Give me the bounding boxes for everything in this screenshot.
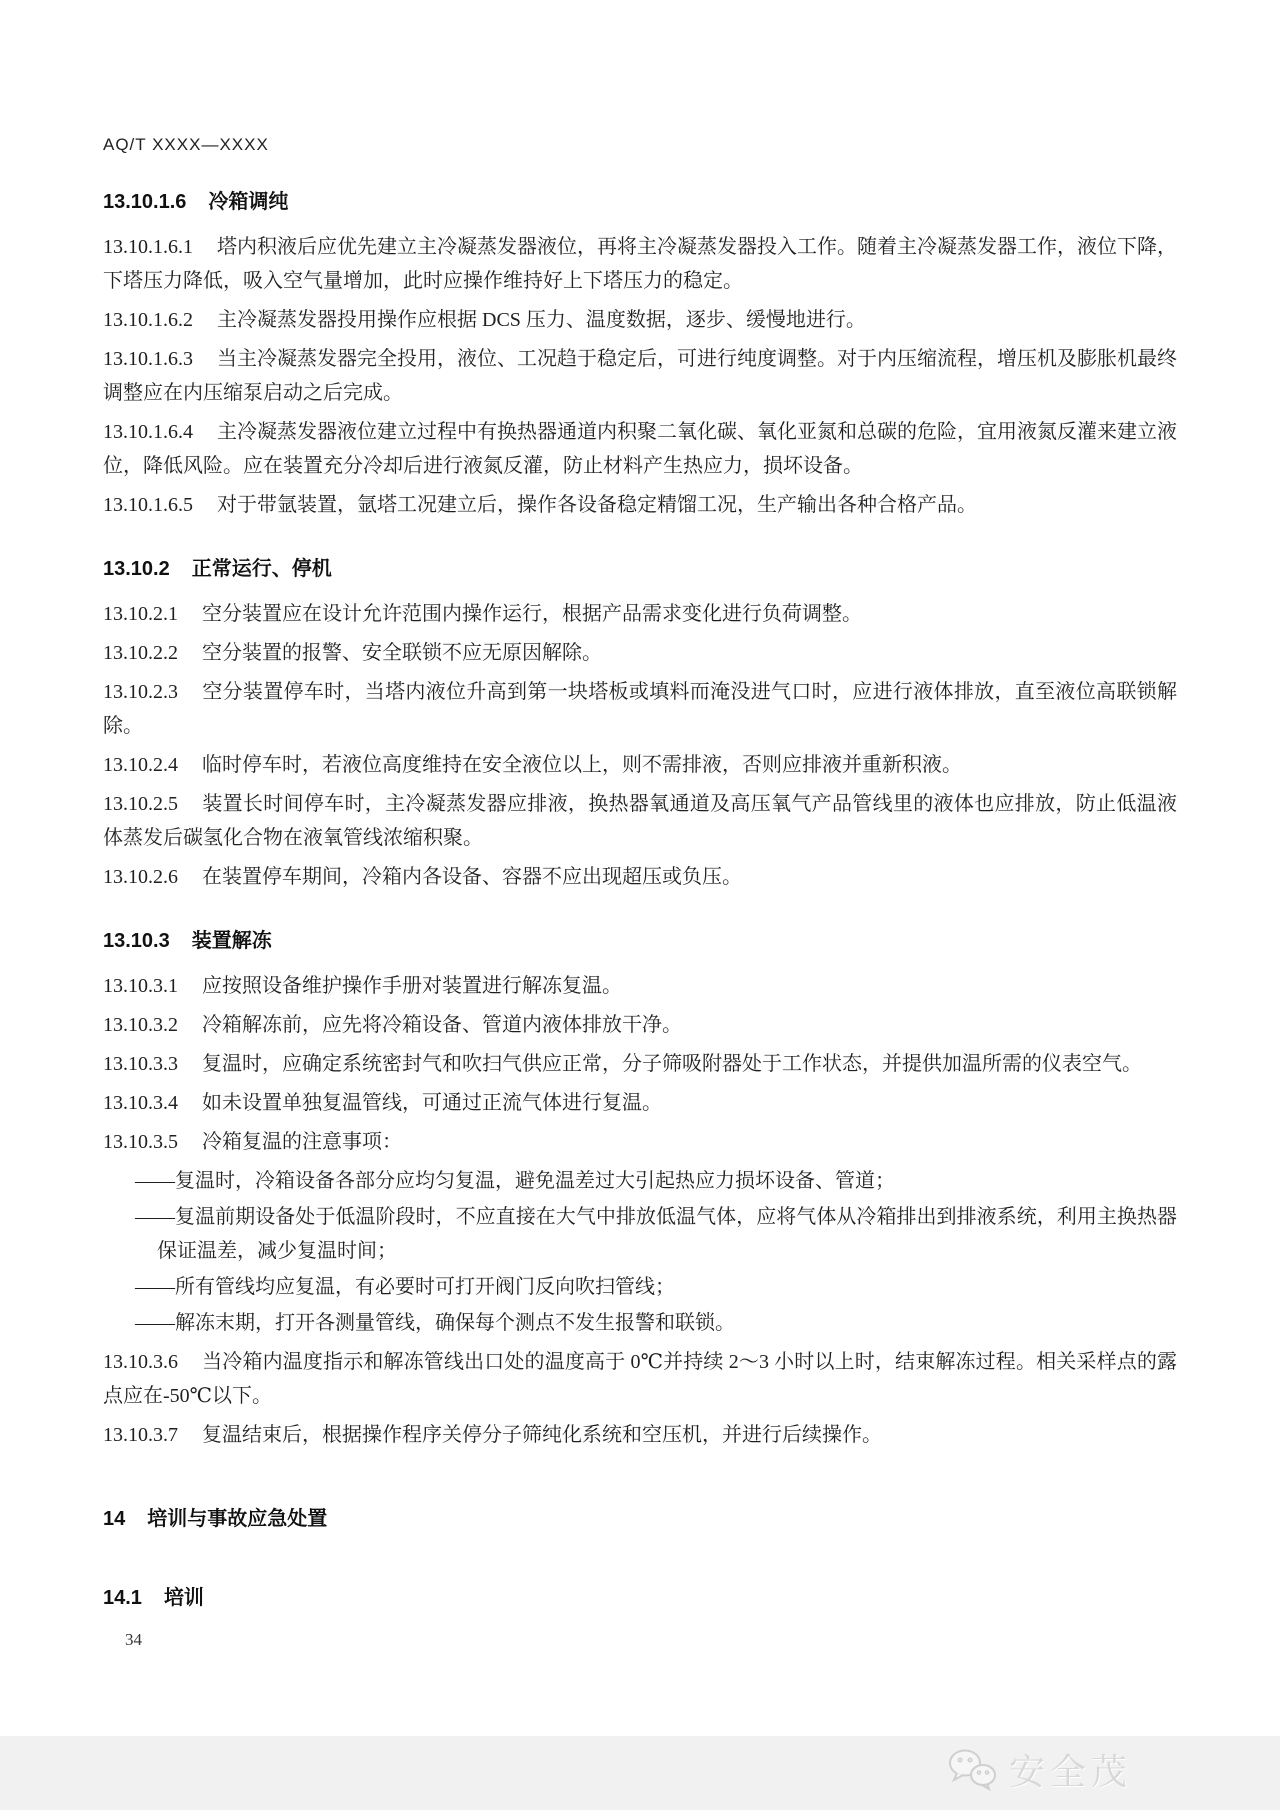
clause-paragraph xyxy=(103,1125,1177,1159)
section-number: 14 xyxy=(103,1508,126,1530)
list-item: ——解冻末期，打开各测量管线，确保每个测点不发生报警和联锁。 xyxy=(135,1312,735,1334)
clause-number: 13.10.2.4 xyxy=(103,754,178,776)
clause-text: 复温结束后，根据操作程序关停分子筛纯化系统和空压机，并进行后续操作。 xyxy=(202,1424,882,1446)
clause-text: 空分装置应在设计允许范围内操作运行，根据产品需求变化进行负荷调整。 xyxy=(202,603,862,625)
clause-text: 主冷凝蒸发器投用操作应根据 DCS 压力、温度数据，逐步、缓慢地进行。 xyxy=(217,309,866,331)
chat-bubbles-icon xyxy=(947,1748,999,1792)
section-heading xyxy=(103,1502,1177,1531)
clause-paragraph xyxy=(103,1047,1177,1081)
section-title: 冷箱调纯 xyxy=(208,191,289,213)
document-code: AQ/T XXXX—XXXX xyxy=(103,135,269,154)
clause-number: 13.10.3.7 xyxy=(103,1424,178,1446)
clause-number: 13.10.2.5 xyxy=(103,793,178,815)
document-body xyxy=(103,185,1177,1610)
section-number: 14.1 xyxy=(103,1587,142,1609)
clause-text: 冷箱复温的注意事项： xyxy=(202,1131,402,1153)
clause-text: 塔内积液后应优先建立主冷凝蒸发器液位，再将主冷凝蒸发器投入工作。随着主冷凝蒸发器工作，液位下降，下塔压力降低，吸入空气量增加，此时应操作维持好上下塔压力的稳定。 xyxy=(103,236,1177,292)
clause-number: 13.10.1.6.3 xyxy=(103,348,193,370)
clause-text: 当冷箱内温度指示和解冻管线出口处的温度高于 0℃并持续 2～3 小时以上时，结束解冻过程。相关采样点的露点应在-50℃以下。 xyxy=(103,1351,1177,1407)
clause-number: 13.10.1.6.2 xyxy=(103,309,193,331)
list-item: ——所有管线均应复温，有必要时可打开阀门反向吹扫管线； xyxy=(135,1276,675,1298)
clause-number: 13.10.3.2 xyxy=(103,1014,178,1036)
clause-number: 13.10.2.3 xyxy=(103,681,178,703)
clause-text: 对于带氩装置，氩塔工况建立后，操作各设备稳定精馏工况，生产输出各种合格产品。 xyxy=(217,494,977,516)
clause-text: 冷箱解冻前，应先将冷箱设备、管道内液体排放干净。 xyxy=(202,1014,682,1036)
clause-paragraph xyxy=(103,415,1177,483)
page-number: 34 xyxy=(125,1630,142,1649)
section-heading xyxy=(103,1581,1177,1610)
clause-number: 13.10.3.3 xyxy=(103,1053,178,1075)
clause-number: 13.10.2.6 xyxy=(103,866,178,888)
section-title: 培训与事故应急处置 xyxy=(147,1508,328,1530)
clause-text: 复温时，应确定系统密封气和吹扫气供应正常，分子筛吸附器处于工作状态，并提供加温所需的仪表空气。 xyxy=(202,1053,1142,1075)
clause-paragraph xyxy=(103,1418,1177,1452)
clause-paragraph xyxy=(103,675,1177,743)
clause-text: 装置长时间停车时，主冷凝蒸发器应排液，换热器氧通道及高压氧气产品管线里的液体也应排放，防止低温液体蒸发后碳氢化合物在液氧管线浓缩积聚。 xyxy=(103,793,1177,849)
clause-paragraph xyxy=(103,488,1177,522)
section-heading xyxy=(103,924,1177,953)
clause-paragraph xyxy=(103,969,1177,1003)
clause-number: 13.10.1.6.4 xyxy=(103,421,193,443)
clause-number: 13.10.2.1 xyxy=(103,603,178,625)
clause-paragraph xyxy=(103,342,1177,410)
clause-text: 空分装置的报警、安全联锁不应无原因解除。 xyxy=(202,642,602,664)
section-number: 13.10.2 xyxy=(103,558,170,580)
clause-text: 当主冷凝蒸发器完全投用，液位、工况趋于稳定后，可进行纯度调整。对于内压缩流程，增压机及膨胀机最终调整应在内压缩泵启动之后完成。 xyxy=(103,348,1177,404)
watermark-text: 安全茂 xyxy=(1008,1751,1132,1792)
clause-paragraph xyxy=(103,787,1177,855)
clause-text: 如未设置单独复温管线，可通过正流气体进行复温。 xyxy=(202,1092,662,1114)
clause-paragraph xyxy=(103,1345,1177,1413)
watermark xyxy=(947,1744,1132,1795)
clause-number: 13.10.1.6.5 xyxy=(103,494,193,516)
clause-paragraph xyxy=(103,748,1177,782)
clause-paragraph xyxy=(103,636,1177,670)
section-number: 13.10.3 xyxy=(103,930,170,952)
list-item: ——复温前期设备处于低温阶段时，不应直接在大气中排放低温气体，应将气体从冷箱排出到排液系统，利用主换热器保证温差，减少复温时间； xyxy=(135,1206,1177,1262)
section-number: 13.10.1.6 xyxy=(103,191,187,213)
list-item: ——复温时，冷箱设备各部分应均匀复温，避免温差过大引起热应力损坏设备、管道； xyxy=(135,1170,895,1192)
section-heading xyxy=(103,552,1177,581)
clause-paragraph xyxy=(103,597,1177,631)
clause-paragraph xyxy=(103,230,1177,298)
clause-paragraph xyxy=(103,860,1177,894)
section-title: 正常运行、停机 xyxy=(191,558,332,580)
section-title: 培训 xyxy=(163,1587,204,1609)
clause-text: 主冷凝蒸发器液位建立过程中有换热器通道内积聚二氧化碳、氧化亚氮和总碳的危险，宜用液氮反灌来建立液位，降低风险。应在装置充分冷却后进行液氮反灌，防止材料产生热应力，损坏设备。 xyxy=(103,421,1177,477)
clause-paragraph xyxy=(103,303,1177,337)
clause-text: 应按照设备维护操作手册对装置进行解冻复温。 xyxy=(202,975,622,997)
clause-number: 13.10.3.5 xyxy=(103,1131,178,1153)
footer-band xyxy=(0,1736,1280,1810)
clause-paragraph xyxy=(103,1086,1177,1120)
section-title: 装置解冻 xyxy=(191,930,272,952)
clause-number: 13.10.1.6.1 xyxy=(103,236,193,258)
clause-number: 13.10.2.2 xyxy=(103,642,178,664)
clause-number: 13.10.3.6 xyxy=(103,1351,178,1373)
clause-paragraph xyxy=(103,1008,1177,1042)
clause-number: 13.10.3.1 xyxy=(103,975,178,997)
clause-text: 在装置停车期间，冷箱内各设备、容器不应出现超压或负压。 xyxy=(202,866,742,888)
section-heading xyxy=(103,185,1177,214)
clause-text: 空分装置停车时，当塔内液位升高到第一块塔板或填料而淹没进气口时，应进行液体排放，直至液位高联锁解除。 xyxy=(103,681,1177,737)
clause-number: 13.10.3.4 xyxy=(103,1092,178,1114)
clause-text: 临时停车时，若液位高度维持在安全液位以上，则不需排液，否则应排液并重新积液。 xyxy=(202,754,962,776)
